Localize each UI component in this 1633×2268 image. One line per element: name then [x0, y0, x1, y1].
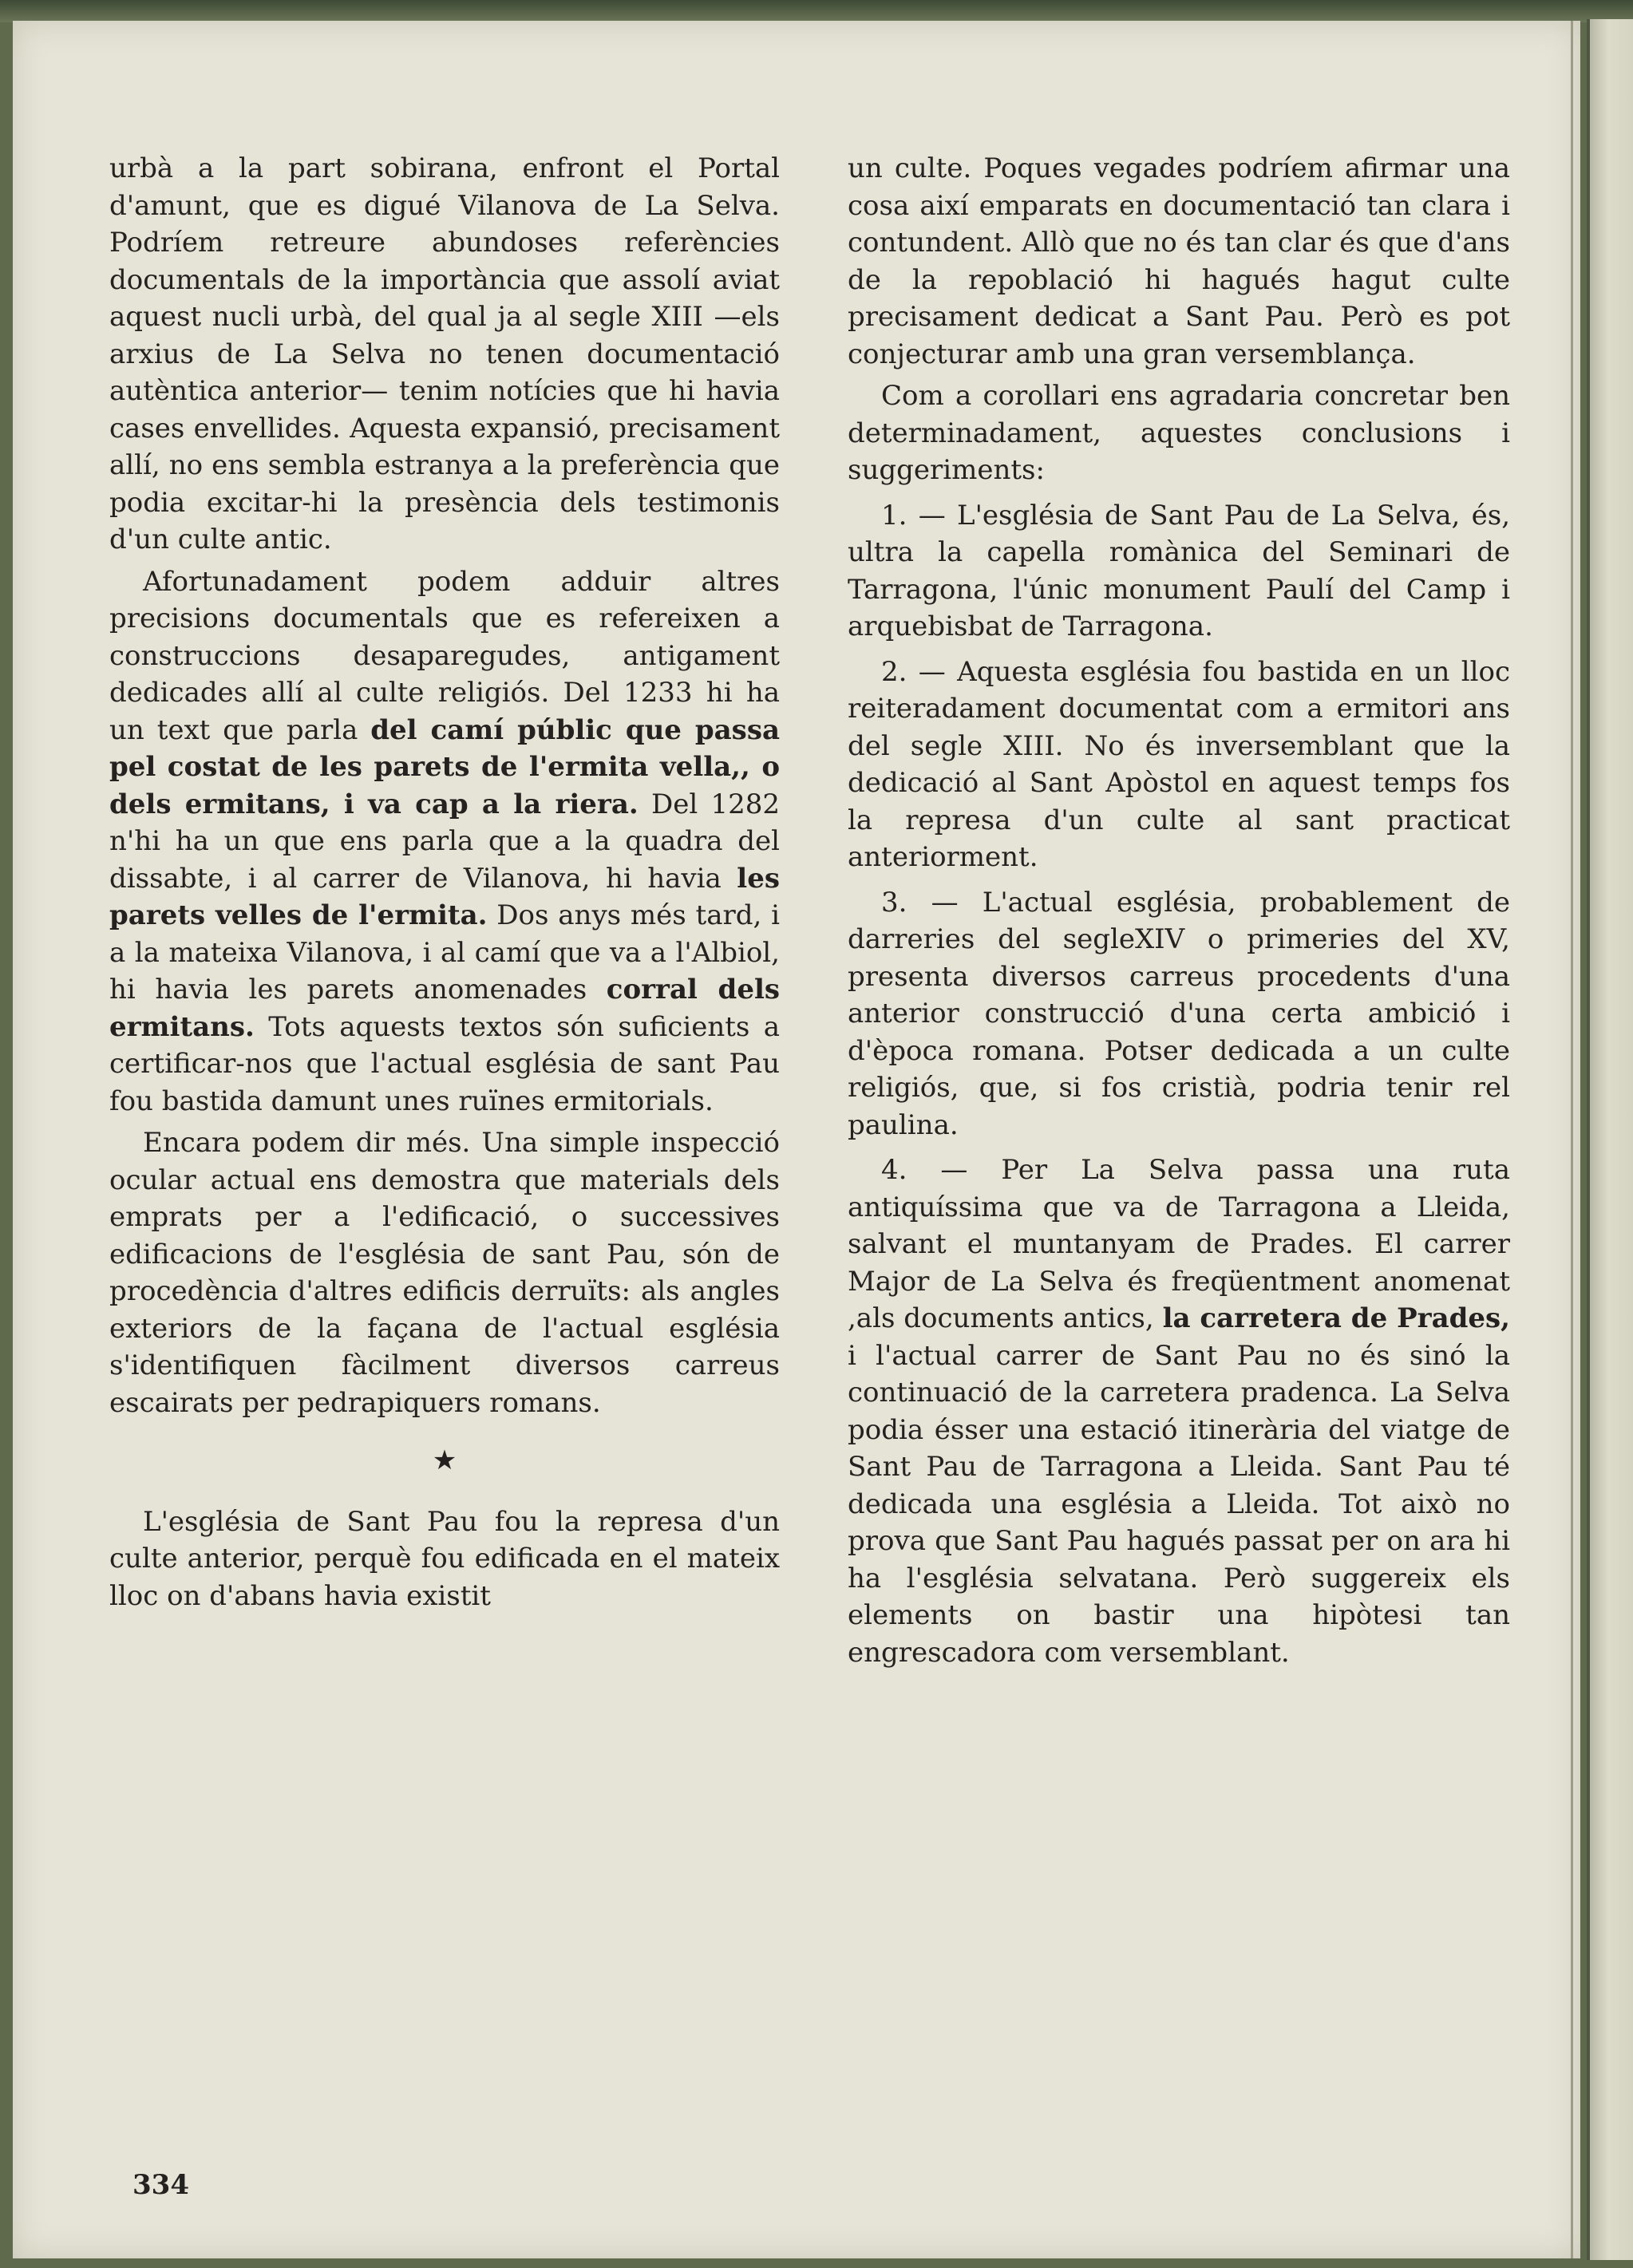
conclusion-item-1: 1. — L'església de Sant Pau de La Selva, és, ultra la capella romànica del Seminari de Tarragona, l'únic monument Paulí del Camp i arquebisbat de Tarragona.	[848, 499, 1510, 642]
page-number: 334	[132, 2169, 189, 2201]
text-run: Tots aquests textos són suficients a certificar-nos que l'actual església de sant Pau fou bastida damunt unes ruïnes ermitorials.	[109, 1010, 780, 1117]
text-run: Del 1282 n'hi ha un que ens parla que a la quadra del dissabte, i al carrer de Vilanova, hi havia	[109, 788, 780, 895]
bold-quote: del camí públic que passa pel costat de les parets de l'ermita vella,, o dels ermitans, i va cap a la riera.	[109, 713, 780, 820]
paragraph: Com a corollari ens agradaria concretar ben determinadament, aquestes conclusions i suggeriments:	[848, 380, 1510, 486]
text-run: Dos anys més tard, i a la mateixa Vilanova, i al camí que va a l'Albiol, hi havia les parets anomenades	[109, 899, 780, 1006]
conclusion-item-4	[848, 1152, 1510, 1671]
scan-border	[0, 0, 1633, 22]
paragraph: un culte. Poques vegades podríem afirmar una cosa així emparats en documentació tan clara i contundent. Allò que no és tan clar és que d'ans de la repoblació hi hagués hagut culte precisament dedicat a Sant Pau. Però es pot conjecturar amb una gran versemblança.	[848, 152, 1510, 370]
conclusion-item-2: 2. — Aquesta església fou bastida en un lloc reiteradament documentat com a ermitori ans del segle XIII. No és inversemblant que la dedicació al Sant Apòstol en aquest temps fos la represa d'un culte al sant practicat anteriorment.	[848, 655, 1510, 873]
section-separator: ★	[432, 1444, 457, 1476]
bold-quote: corral dels ermitans.	[109, 974, 781, 1043]
bold-quote: la carretera de Prades,	[1162, 1302, 1511, 1334]
conclusion-item-3: 3. — L'actual església, probablement de darreries del segleXIV o primeries del XV, presenta diversos carreus procedents d'una anterior construcció d'una certa ambició i d'època romana. Potser dedicada a un culte religiós, que, si fos cristià, podria tenir rel paulina.	[848, 886, 1510, 1141]
paragraph	[109, 563, 780, 1120]
text-run: 4. — Per La Selva passa una ruta antiquíssima que va de Tarragona a Lleida, salvant el muntanyam de Prades. El carrer Major de La Selva és freqüentment anomenat ,als documents antics,	[848, 1154, 1510, 1334]
next-page-edge	[1587, 19, 1633, 2260]
left-column	[109, 150, 780, 1614]
bold-quote: les parets velles de l'ermita.	[109, 862, 780, 931]
text-run: i l'actual carrer de Sant Pau no és sinó la continuació de la carretera pradenca. La Selva podia ésser una estació itinerària del viatge de Sant Pau de Tarragona a Lleida. Sant Pau té dedicada una església a Lleida. Tot això no prova que Sant Pau hagués passat per on ara hi ha l'església selvatana. Però suggereix els elements on bastir una hipòtesi tan engrescadora com versemblant.	[848, 1339, 1510, 1669]
paragraph: urbà a la part sobirana, enfront el Portal d'amunt, que es digué Vilanova de La Selva. Podríem retreure abundoses referències documentals de la importància que assolí aviat aquest nucli urbà, del qual ja al segle XIII —els arxius de La Selva no tenen documentació autèntica anterior— tenim notícies que hi havia cases envellides. Aquesta expansió, precisament allí, no ens sembla estranya a la preferència que podia excitar-hi la presència dels testimonis d'un culte antic.	[109, 152, 780, 555]
right-column	[848, 150, 1510, 1671]
page-edge	[1571, 21, 1573, 2258]
paragraph: L'església de Sant Pau fou la represa d'un culte anterior, perquè fou edificada en el mateix lloc on d'abans havia existit	[109, 1505, 780, 1612]
text-run: Afortunadament podem adduir altres precisions documentals que es refereixen a construccions desaparegudes, antigament dedicades allí al culte religiós. Del 1233 hi ha un text que parla	[109, 565, 780, 746]
paragraph: Encara podem dir més. Una simple inspecció ocular actual ens demostra que materials dels emprats per a l'edificació, o successives edificacions de l'església de sant Pau, són de procedència d'altres edificis derruïts: als angles exteriors de la façana de l'actual església s'identifiquen fàcilment diversos carreus escairats per pedrapiquers romans.	[109, 1127, 780, 1419]
